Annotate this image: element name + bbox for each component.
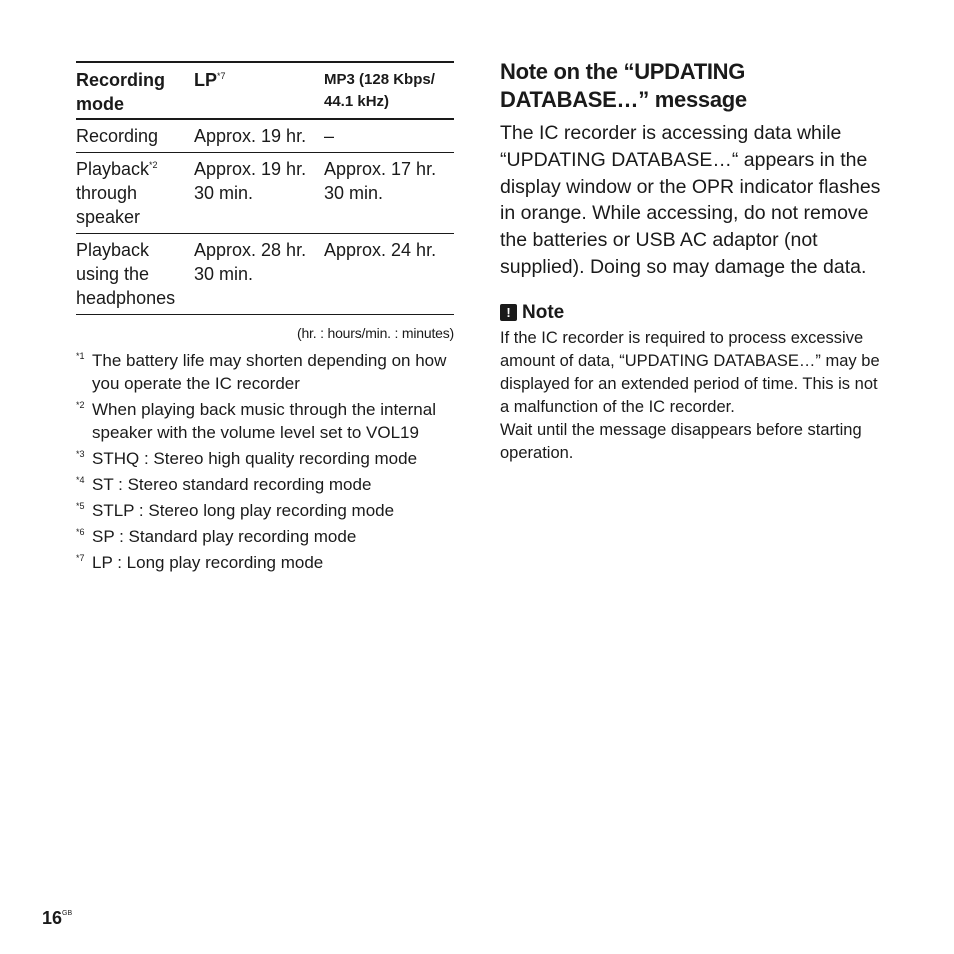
- header-lp-label: LP: [194, 70, 218, 90]
- footnote-mark: *1: [76, 351, 85, 361]
- footnotes-list: [76, 349, 454, 574]
- cell-mode-rest: through speaker: [76, 183, 141, 227]
- table-row: [76, 119, 454, 153]
- section-title: Note on the “UPDATING DATABASE…” message: [500, 59, 747, 112]
- header-mp3: MP3 (128 Kbps/ 44.1 kHz): [324, 62, 454, 119]
- footnote-mark: *6: [76, 527, 85, 537]
- footnote-mark: *2: [76, 400, 85, 410]
- section-body: The IC recorder is accessing data while “UPDATING DATABASE…“ appears in the display window or the OPR indicator flashes in orange. While accessing, do not remove the batteries or USB AC adaptor (not supplied). Doing so may damage the data.: [500, 122, 881, 278]
- footnote-text: ST : Stereo standard recording mode: [92, 475, 372, 494]
- footnote-item: [76, 349, 454, 395]
- cell-mp3: Approx. 17 hr. 30 min.: [324, 153, 454, 234]
- cell-mp3: Approx. 24 hr.: [324, 234, 454, 315]
- footnote-item: [76, 525, 454, 548]
- footnote-text: When playing back music through the internal speaker with the volume level set to VOL19: [92, 400, 436, 442]
- cell-lp: Approx. 19 hr.: [194, 119, 324, 153]
- footnote-text: STLP : Stereo long play recording mode: [92, 501, 395, 520]
- cell-lp: Approx. 28 hr. 30 min.: [194, 234, 324, 315]
- table-row: [76, 153, 454, 234]
- note-text-2: Wait until the message disappears before starting operation.: [500, 420, 862, 462]
- cell-mode-ref: *2: [149, 160, 158, 170]
- cell-lp: Approx. 19 hr. 30 min.: [194, 153, 324, 234]
- page-number: [42, 908, 72, 929]
- footnote-mark: *7: [76, 553, 85, 563]
- note-icon: !: [500, 304, 517, 321]
- header-recording-mode: Recording mode: [76, 62, 194, 119]
- cell-mode: Recording: [76, 119, 194, 153]
- footnote-item: [76, 473, 454, 496]
- footnote-item: [76, 398, 454, 444]
- note-heading-label: Note: [522, 301, 565, 323]
- table-row: [76, 234, 454, 315]
- note-heading: [500, 301, 890, 325]
- note-text-1: If the IC recorder is required to process excessive amount of data, “UPDATING DATABASE…” may be displayed for an extended period of time. This is not a malfunction of the IC recorder.: [500, 328, 880, 416]
- header-lp-ref: *7: [217, 71, 226, 81]
- right-column: [500, 58, 890, 465]
- cell-mp3: –: [324, 119, 454, 153]
- footnote-item: [76, 447, 454, 470]
- footnote-mark: *3: [76, 449, 85, 459]
- cell-mode: Playback using the headphones: [76, 234, 194, 315]
- footnote-text: STHQ : Stereo high quality recording mode: [92, 449, 418, 468]
- left-column: [76, 61, 454, 577]
- footnote-text: LP : Long play recording mode: [92, 553, 324, 572]
- cell-mode: [76, 153, 194, 234]
- cell-mode-label: Playback: [76, 159, 150, 179]
- footnote-item: [76, 551, 454, 574]
- units-caption: (hr. : hours/min. : minutes): [296, 325, 454, 341]
- footnote-text: The battery life may shorten depending on how you operate the IC recorder: [92, 351, 447, 393]
- table-header-row: [76, 62, 454, 119]
- footnote-text: SP : Standard play recording mode: [92, 527, 357, 546]
- page-number-value: 16: [42, 908, 63, 928]
- page-number-suffix: GB: [62, 910, 73, 917]
- footnote-item: [76, 499, 454, 522]
- footnote-mark: *5: [76, 501, 85, 511]
- header-lp: [194, 62, 324, 119]
- footnote-mark: *4: [76, 475, 85, 485]
- battery-life-table: [76, 61, 454, 315]
